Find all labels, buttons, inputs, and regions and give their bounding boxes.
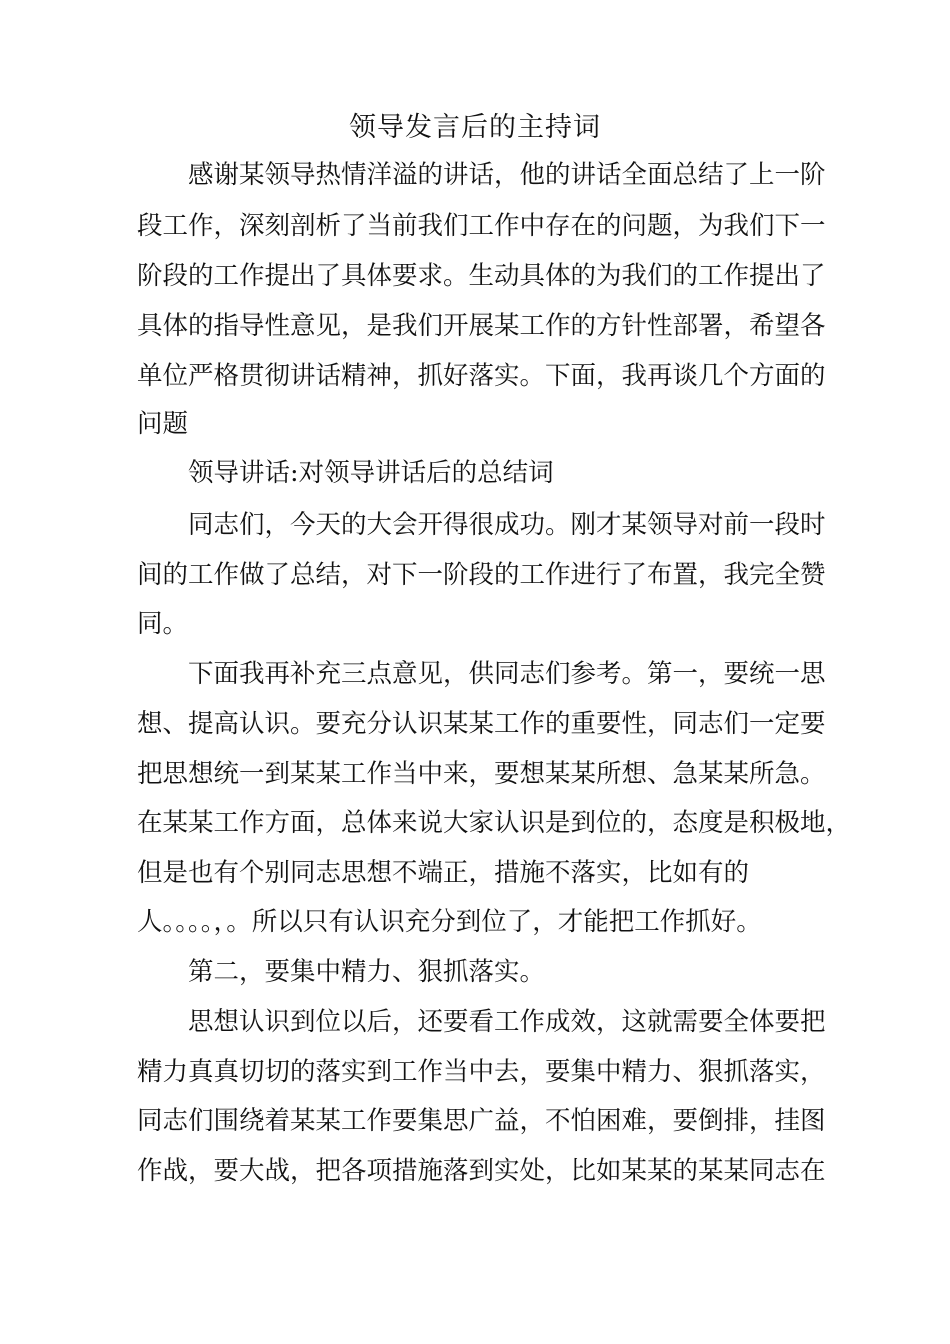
paragraph-line: 单位严格贯彻讲话精神，抓好落实。下面，我再谈几个方面的	[137, 361, 826, 391]
paragraph-line: 思想认识到位以后，还要看工作成效，这就需要全体要把	[188, 1007, 826, 1037]
paragraph-line: 阶段的工作提出了具体要求。生动具体的为我们的工作提出了	[137, 261, 826, 291]
paragraph-line: 想、提高认识。要充分认识某某工作的重要性，同志们一定要	[137, 709, 826, 739]
paragraph-line: 感谢某领导热情洋溢的讲话，他的讲话全面总结了上一阶	[188, 160, 826, 190]
paragraph-line: 下面我再补充三点意见，供同志们参考。第一，要统一思	[188, 659, 826, 689]
paragraph-line: 具体的指导性意见，是我们开展某工作的方针性部署，希望各	[137, 311, 826, 341]
subheading-line: 领导讲话:对领导讲话后的总结词	[188, 458, 554, 488]
paragraph-line: 在某某工作方面，总体来说大家认识是到位的，态度是积极地，	[137, 808, 852, 838]
paragraph-line: 但是也有个别同志思想不端正，措施不落实，比如有的	[137, 858, 750, 888]
paragraph-line: 同志们，今天的大会开得很成功。刚才某领导对前一段时	[188, 510, 826, 540]
paragraph-line: 段工作，深刻剖析了当前我们工作中存在的问题，为我们下一	[137, 211, 826, 241]
paragraph-line: 同志们围绕着某某工作要集思广益，不怕困难，要倒排，挂图	[137, 1106, 826, 1136]
paragraph-line: 间的工作做了总结，对下一阶段的工作进行了布置，我完全赞	[137, 560, 826, 590]
paragraph-line: 问题	[137, 409, 189, 439]
document-title: 领导发言后的主持词	[349, 112, 601, 143]
paragraph-line: 把思想统一到某某工作当中来，要想某某所想、急某某所急。	[137, 759, 826, 789]
paragraph-line: 人。。。。，。所以只有认识充分到位了，才能把工作抓好。	[137, 907, 762, 937]
paragraph-line: 精力真真切切的落实到工作当中去，要集中精力、狠抓落实，	[137, 1057, 826, 1087]
paragraph-line: 作战，要大战，把各项措施落到实处，比如某某的某某同志在	[137, 1156, 826, 1186]
paragraph-line: 第二，要集中精力、狠抓落实。	[188, 957, 546, 987]
paragraph-line: 同。	[137, 609, 189, 639]
